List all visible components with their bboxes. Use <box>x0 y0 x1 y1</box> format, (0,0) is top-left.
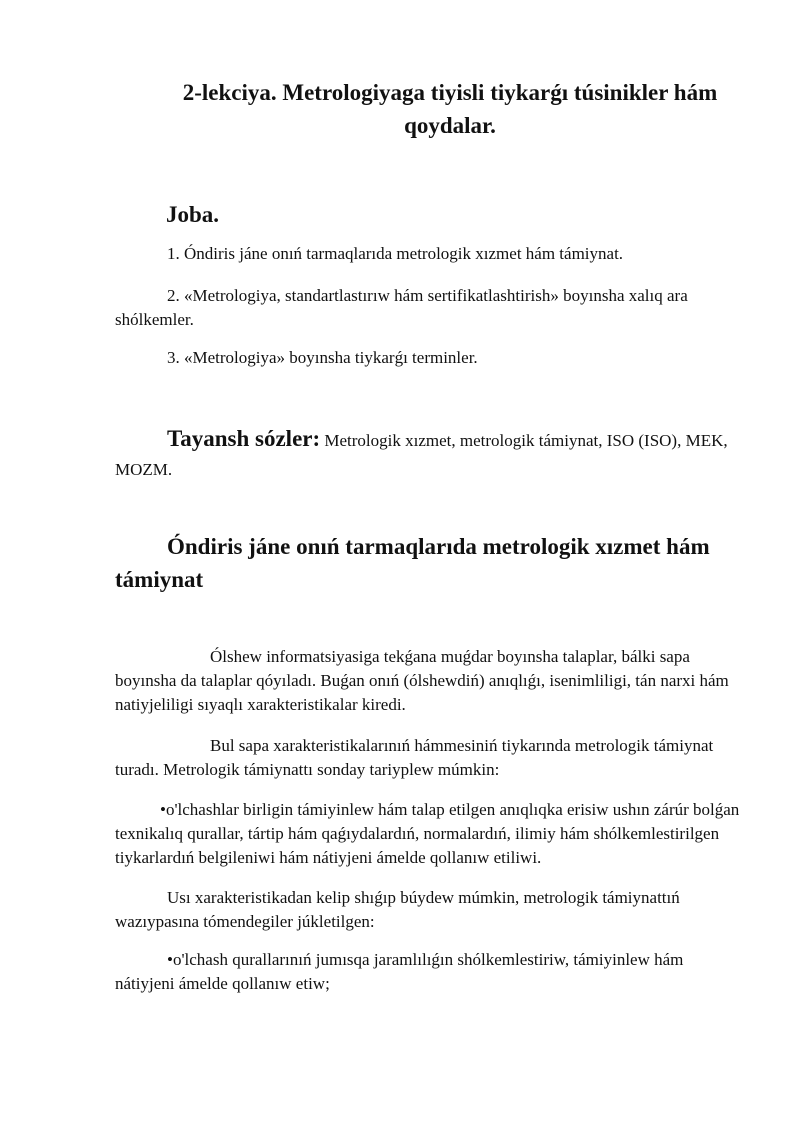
body-paragraph-3: Usı xarakteristikadan kelip shıǵıp búydew múmkin, metrologik támiynattıń wazıypasına tómendegiler júkletilgen: <box>115 888 680 931</box>
plan-item-3: 3. «Metrologiya» boyınsha tiykarǵı terminler. <box>167 348 478 367</box>
lecture-title-line-2: qoydalar. <box>404 113 496 138</box>
lecture-title <box>120 76 780 142</box>
plan-item-2: 2. «Metrologiya, standartlastırıw hám sertifikatlashtirish» boyınsha xalıq ara shólkemler. <box>115 286 688 329</box>
keywords-label: Tayansh sózler: <box>167 426 321 451</box>
lecture-title-line-1: 2-lekciya. Metrologiyaga tiyisli tiykarǵı túsinikler hám <box>182 80 718 105</box>
plan-heading: Joba. <box>166 202 220 227</box>
body-paragraph-2: Bul sapa xarakteristikalarınıń hámmesiniń tiykarında metrologik támiynat turadı. Metrologik támiynattı sonday tariyplew múmkin: <box>115 736 714 779</box>
bullet-paragraph-1: •o'lchashlar birligin támiyinlew hám talap etilgen anıqlıqka erisiw ushın zárúr bolǵan texnikalıq qurallar, tártip hám qaǵıydalardıń, normalardıń, ilimiy hám shólkemlestirilgen tiykarlardıń belgileniwi hám nátiyjeni ámelde qollanıw etiliwi. <box>115 800 740 867</box>
plan-item-1: 1. Óndiris jáne onıń tarmaqlarıda metrologik xızmet hám támiynat. <box>167 244 624 263</box>
section-heading: Óndiris jáne onıń tarmaqlarıda metrologik xızmet hám támiynat <box>115 534 710 592</box>
keywords-text: Metrologik xızmet, metrologik támiynat, ISO (ISO), MEK, MOZM. <box>115 431 728 479</box>
keywords-paragraph <box>115 424 755 484</box>
bullet-paragraph-2: •o'lchash qurallarınıń jumısqa jaramlılıǵın shólkemlestiriw, támiyinlew hám nátiyjeni ámelde qollanıw etiw; <box>115 950 684 993</box>
body-paragraph-1: Ólshew informatsiyasiga tekǵana muǵdar boyınsha talaplar, bálki sapa boyınsha da talaplar qóyıladı. Buǵan onıń (ólshewdiń) anıqlıǵı, isenimliligi, tán narxi hám natiyjeliligi sıyaqlı xarakteristikalar kiredi. <box>115 647 729 714</box>
